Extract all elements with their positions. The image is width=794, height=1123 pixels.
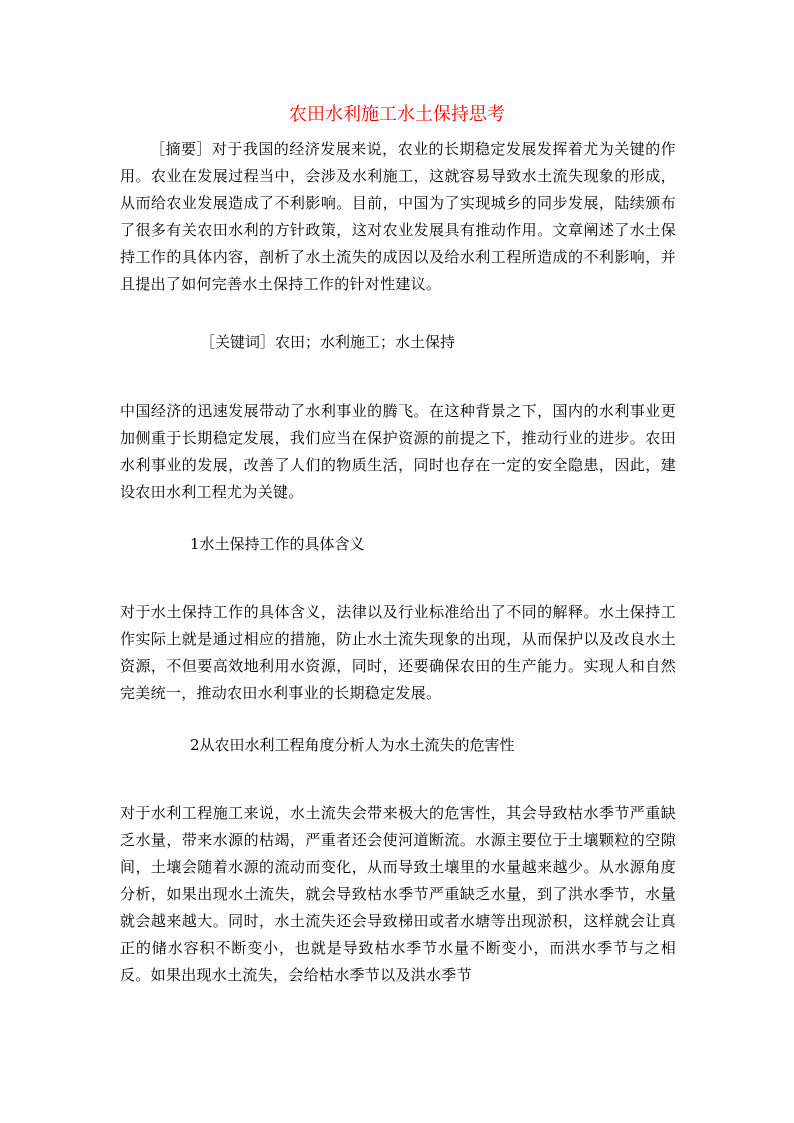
abstract-paragraph: ［摘要］对于我国的经济发展来说，农业的长期稳定发展发挥着尤为关键的作用。农业在发展过程当中，会涉及水利施工，这就容易导致水土流失现象的形成，从而给农业发展造成了不利影响。目前，中国为了实现城乡的同步发展，陆续颁布了很多有关农田水利的方针政策，这对农业发展具有推动作用。文章阐述了水土保持工作的具体内容，剖析了水土流失的成因以及给水利工程所造成的不利影响，并且提出了如何完善水土保持工作的针对性建议。	[120, 140, 676, 293]
body-paragraph-3: 对于水利工程施工来说，水土流失会带来极大的危害性，其会导致枯水季节严重缺乏水量，带来水源的枯竭，严重者还会使河道断流。水源主要位于土壤颗粒的空隙间，土壤会随着水源的流动而变化，从而导致土壤里的水量越来越少。从水源角度分析，如果出现水土流失，就会导致枯水季节严重缺乏水量，到了洪水季节，水量就会越来越大。同时，水土流失还会导致梯田或者水塘等出现淤积，这样就会让真正的储水容积不断变小，也就是导致枯水季节水量不断变小，而洪水季节与之相反。如果出现水土流失，会给枯水季节以及洪水季节	[120, 804, 676, 984]
document-title: 农田水利施工水土保持思考	[289, 104, 505, 125]
body-paragraph-1: 中国经济的迅速发展带动了水利事业的腾飞。在这种背景之下，国内的水利事业更加侧重于长期稳定发展，我们应当在保护资源的前提之下，推动行业的进步。农田水利事业的发展，改善了人们的物质生活，同时也存在一定的安全隐患，因此，建设农田水利工程尤为关键。	[120, 402, 676, 501]
keywords-line: ［关键词］农田；水利施工；水土保持	[200, 333, 456, 351]
section-heading-1: 1水土保持工作的具体含义	[190, 535, 365, 553]
body-paragraph-2: 对于水土保持工作的具体含义，法律以及行业标准给出了不同的解释。水土保持工作实际上就是通过相应的措施，防止水土流失现象的出现，从而保护以及改良水土资源，不但要高效地利用水资源，同时，还要确保农田的生产能力。实现人和自然完美统一，推动农田水利事业的长期稳定发展。	[120, 603, 676, 702]
section-heading-2: 2从农田水利工程角度分析人为水土流失的危害性	[190, 736, 515, 754]
